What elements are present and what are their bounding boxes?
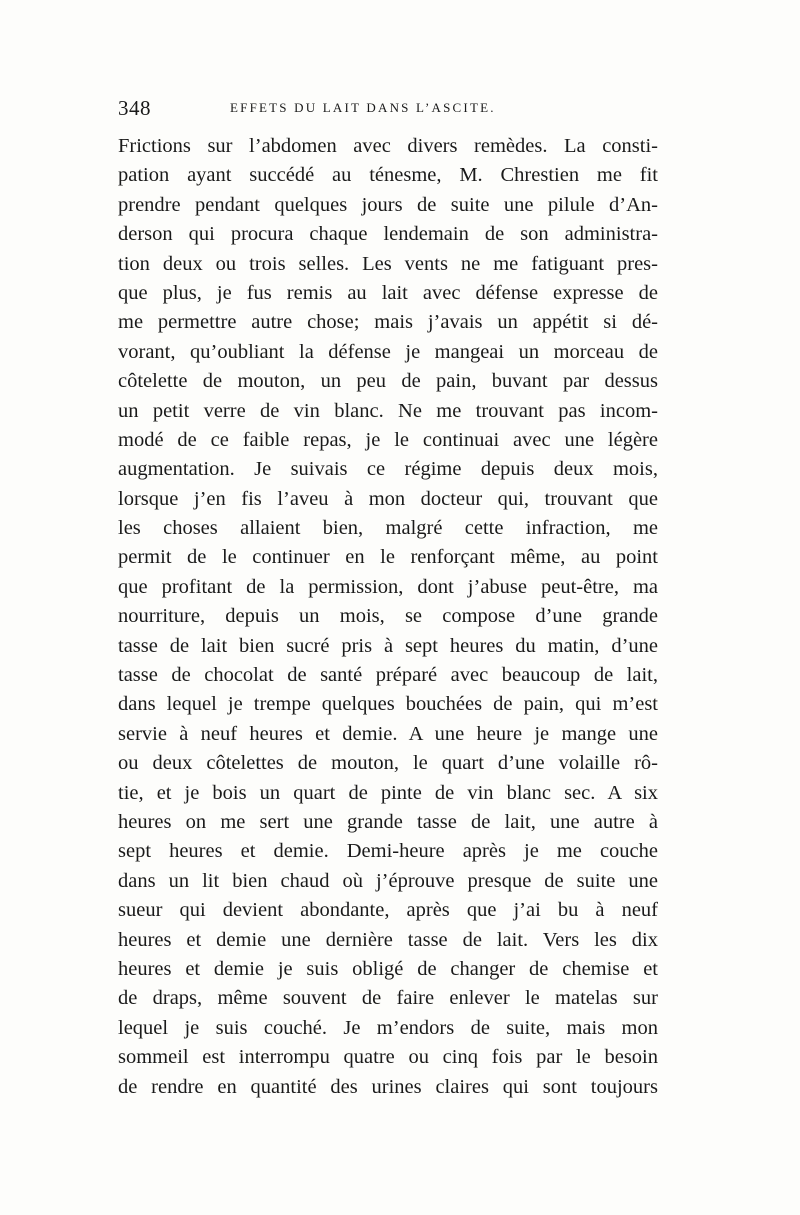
text-line: me permettre autre chose; mais j’avais un appétit si dé-: [118, 311, 658, 334]
text-line: nourriture, depuis un mois, se compose d’une grande: [118, 605, 658, 628]
text-line: que profitant de la permission, dont j’abuse peut-être, ma: [118, 575, 658, 598]
text-line: tie, et je bois un quart de pinte de vin blanc sec. A six: [118, 781, 658, 804]
text-line: lequel je suis couché. Je m’endors de suite, mais mon: [118, 1016, 658, 1039]
text-line: que plus, je fus remis au lait avec défense expresse de: [118, 281, 658, 304]
text-line: servie à neuf heures et demie. A une heure je mange une: [118, 722, 658, 745]
text-line: côtelette de mouton, un peu de pain, buvant par dessus: [118, 370, 658, 393]
text-line: modé de ce faible repas, je le continuai avec une légère: [118, 428, 658, 451]
running-head: EFFETS DU LAIT DANS L’ASCITE.: [230, 100, 496, 115]
text-line: les choses allaient bien, malgré cette infraction, me: [118, 517, 658, 540]
text-line: permit de le continuer en le renforçant même, au point: [118, 546, 658, 569]
text-line: prendre pendant quelques jours de suite une pilule d’An-: [118, 193, 658, 216]
page-header: [118, 96, 678, 120]
text-line: tasse de chocolat de santé préparé avec beaucoup de lait,: [118, 664, 658, 687]
text-line: sueur qui devient abondante, après que j’ai bu à neuf: [118, 899, 658, 922]
text-line: pation ayant succédé au ténesme, M. Chrestien me fit: [118, 164, 658, 187]
body-text: [118, 132, 658, 1102]
text-line: tion deux ou trois selles. Les vents ne me fatiguant pres-: [118, 252, 658, 275]
text-line: lorsque j’en fis l’aveu à mon docteur qui, trouvant que: [118, 487, 658, 510]
text-line: de rendre en quantité des urines claires qui sont toujours: [118, 1075, 658, 1098]
text-line: sept heures et demie. Demi-heure après je me couche: [118, 840, 658, 863]
text-line: un petit verre de vin blanc. Ne me trouvant pas incom-: [118, 399, 658, 422]
text-line: tasse de lait bien sucré pris à sept heures du matin, d’une: [118, 634, 658, 657]
text-line: dans un lit bien chaud où j’éprouve presque de suite une: [118, 869, 658, 892]
text-line: derson qui procura chaque lendemain de son administra-: [118, 223, 658, 246]
text-line: heures on me sert une grande tasse de lait, une autre à: [118, 810, 658, 833]
text-line: Frictions sur l’abdomen avec divers remèdes. La consti-: [118, 135, 658, 157]
text-line: heures et demie une dernière tasse de lait. Vers les dix: [118, 928, 658, 951]
text-line: heures et demie je suis obligé de changer de chemise et: [118, 957, 658, 980]
text-line: dans lequel je trempe quelques bouchées de pain, qui m’est: [118, 693, 658, 716]
text-line: sommeil est interrompu quatre ou cinq fois par le besoin: [118, 1046, 658, 1069]
text-line: ou deux côtelettes de mouton, le quart d’une volaille rô-: [118, 752, 658, 775]
page-number: 348: [118, 96, 151, 120]
text-line: augmentation. Je suivais ce régime depuis deux mois,: [118, 458, 658, 481]
text-line: de draps, même souvent de faire enlever le matelas sur: [118, 987, 658, 1010]
text-line: vorant, qu’oubliant la défense je mangeai un morceau de: [118, 340, 658, 363]
